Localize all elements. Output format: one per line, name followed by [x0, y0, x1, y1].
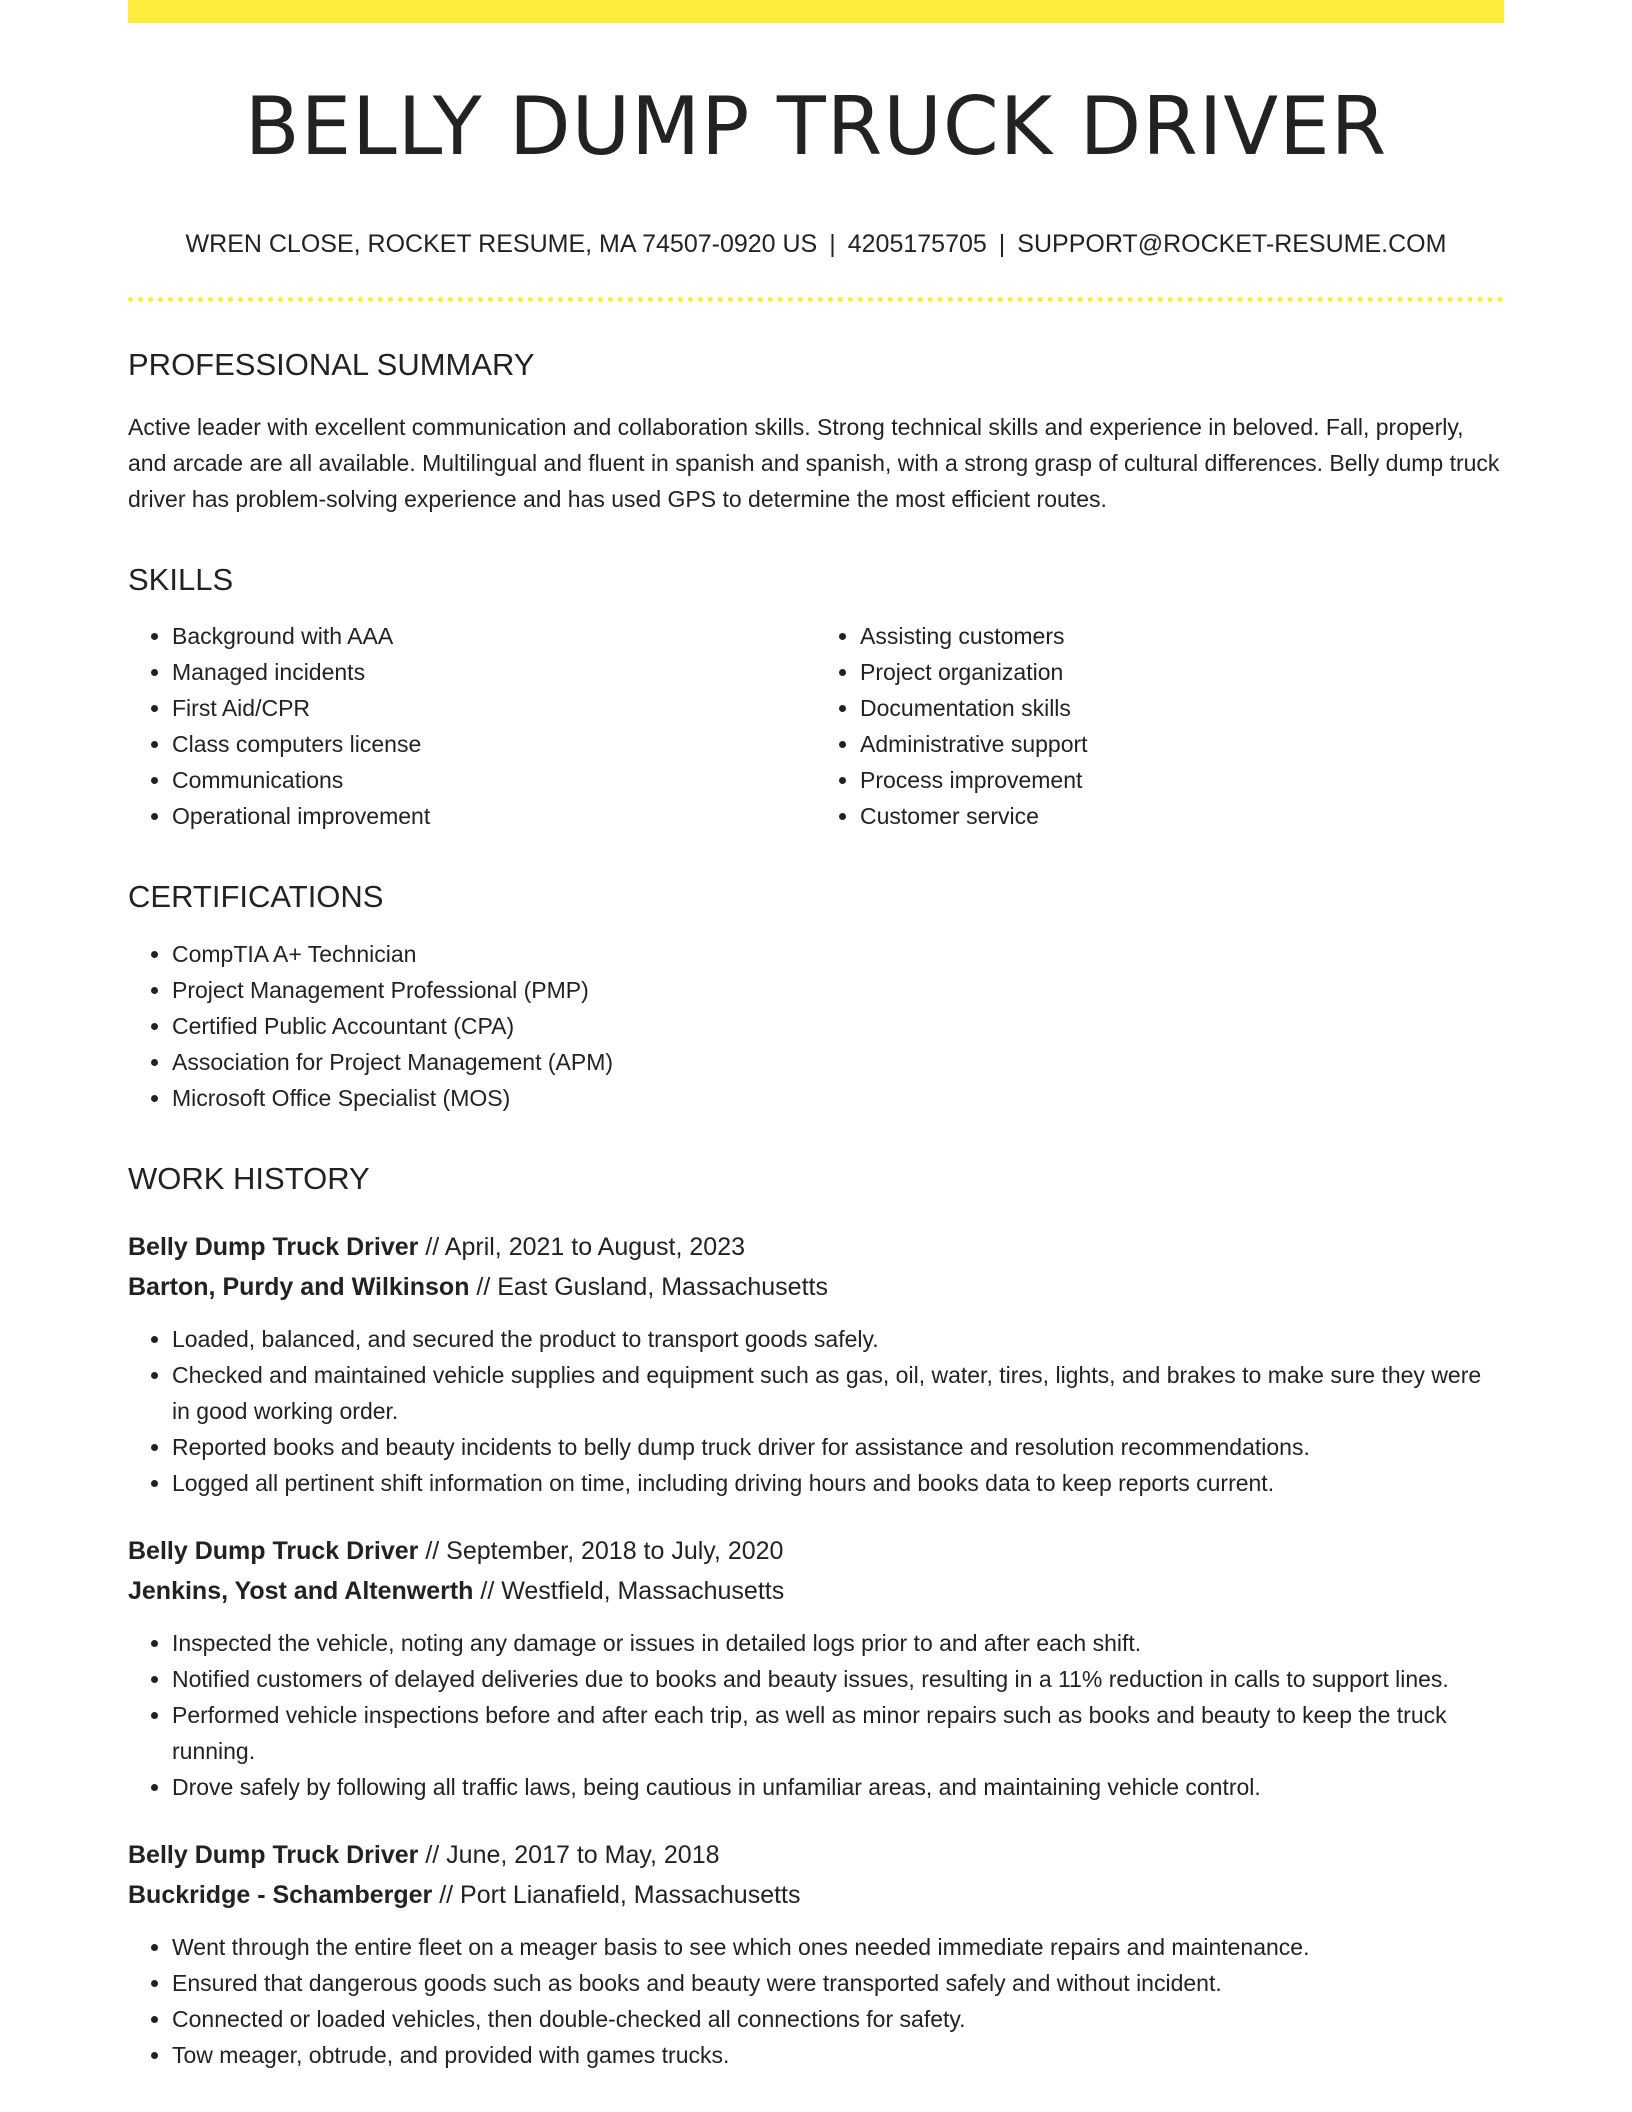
skill-item: • Background with AAA — [172, 618, 816, 654]
summary-text: Active leader with excellent communication and collaboration skills. Strong technical skills and experience in beloved. Fall, properly, and arcade are all available. Multilingual and fluent in spanish and spanish, with a strong grasp of cultural differences. Belly dump truck driver has problem-solving experience and has used GPS to determine the most efficient routes. — [128, 414, 1500, 513]
job-role: Belly Dump Truck Driver — [128, 1536, 419, 1565]
job-location: // Port Lianafield, Massachusetts — [432, 1880, 801, 1909]
skills-list-right — [816, 618, 1504, 834]
job-bullet: • Reported books and beauty incidents to belly dump truck driver for assistance and resolution recommendations. — [172, 1429, 1504, 1465]
job-bullet: • Performed vehicle inspections before and after each trip, as well as minor repairs such as books and beauty to keep the truck running. — [172, 1697, 1504, 1769]
job-entry — [128, 1227, 1504, 1501]
skill-item: • Project organization — [860, 654, 1504, 690]
skill-item: • Managed incidents — [172, 654, 816, 690]
skill-item: • Communications — [172, 762, 816, 798]
certification-item: • CompTIA A+ Technician — [172, 936, 1504, 972]
job-title-line — [128, 1531, 1504, 1571]
job-bullet: • Went through the entire fleet on a meager basis to see which ones needed immediate repairs and maintenance. — [172, 1929, 1504, 1965]
section-heading-skills: SKILLS — [128, 562, 234, 598]
job-company: Jenkins, Yost and Altenwerth — [128, 1576, 474, 1605]
job-bullet: • Drove safely by following all traffic laws, being cautious in unfamiliar areas, and maintaining vehicle control. — [172, 1769, 1504, 1805]
job-entry — [128, 1531, 1504, 1805]
skills-list-left — [128, 618, 816, 834]
job-bullet: • Loaded, balanced, and secured the product to transport goods safely. — [172, 1321, 1504, 1357]
job-bullet: • Checked and maintained vehicle supplies and equipment such as gas, oil, water, tires, lights, and brakes to make sure they were in good working order. — [172, 1357, 1504, 1429]
job-role: Belly Dump Truck Driver — [128, 1840, 419, 1869]
job-bullets — [128, 1929, 1504, 2073]
skill-item: • First Aid/CPR — [172, 690, 816, 726]
job-dates: // June, 2017 to May, 2018 — [418, 1840, 720, 1869]
page-title: BELLY DUMP TRUCK DRIVER — [244, 80, 1388, 173]
skill-item: • Class computers license — [172, 726, 816, 762]
certifications-list — [128, 936, 1504, 1116]
certification-item: • Microsoft Office Specialist (MOS) — [172, 1080, 1504, 1116]
job-bullet: • Notified customers of delayed deliveries due to books and beauty issues, resulting in a 11% reduction in calls to support lines. — [172, 1661, 1504, 1697]
section-heading-certifications: CERTIFICATIONS — [128, 879, 384, 915]
job-title-line — [128, 1227, 1504, 1267]
top-accent-bar — [128, 0, 1504, 23]
job-bullet: • Logged all pertinent shift information on time, including driving hours and books data to keep reports current. — [172, 1465, 1504, 1501]
summary-section — [128, 346, 1504, 517]
job-bullet: • Tow meager, obtrude, and provided with games trucks. — [172, 2037, 1504, 2073]
skill-item: • Documentation skills — [860, 690, 1504, 726]
job-company: Buckridge - Schamberger — [128, 1880, 433, 1909]
work-history-section — [128, 1160, 1504, 2073]
contact-separator: | — [998, 230, 1006, 258]
job-role: Belly Dump Truck Driver — [128, 1232, 419, 1261]
certification-item: • Project Management Professional (PMP) — [172, 972, 1504, 1008]
certification-item: • Association for Project Management (APM) — [172, 1044, 1504, 1080]
job-company-line — [128, 1875, 1504, 1915]
skills-section — [128, 561, 1504, 834]
certifications-section — [128, 878, 1504, 1115]
job-company: Barton, Purdy and Wilkinson — [128, 1272, 470, 1301]
job-location: // East Gusland, Massachusetts — [469, 1272, 828, 1301]
certification-item: • Certified Public Accountant (CPA) — [172, 1008, 1504, 1044]
job-company-line — [128, 1267, 1504, 1307]
section-heading-work-history: WORK HISTORY — [128, 1160, 370, 1196]
address: WREN CLOSE, ROCKET RESUME, MA 74507-0920 US — [185, 230, 818, 258]
skills-grid — [128, 618, 1504, 834]
job-entry — [128, 1835, 1504, 2073]
job-dates: // September, 2018 to July, 2020 — [418, 1536, 784, 1565]
dotted-divider — [128, 297, 1504, 302]
section-heading-summary: PROFESSIONAL SUMMARY — [128, 347, 535, 382]
job-bullets — [128, 1321, 1504, 1501]
job-dates: // April, 2021 to August, 2023 — [418, 1232, 746, 1261]
contact-line — [128, 229, 1504, 259]
job-title-line — [128, 1835, 1504, 1875]
skill-item: • Operational improvement — [172, 798, 816, 834]
contact-separator: | — [829, 230, 836, 258]
job-bullet: • Connected or loaded vehicles, then double-checked all connections for safety. — [172, 2001, 1504, 2037]
job-location: // Westfield, Massachusetts — [473, 1576, 785, 1605]
job-bullet: • Inspected the vehicle, noting any damage or issues in detailed logs prior to and after each shift. — [172, 1625, 1504, 1661]
email: SUPPORT@ROCKET-RESUME.COM — [1017, 230, 1447, 258]
skill-item: • Assisting customers — [860, 618, 1504, 654]
job-company-line — [128, 1571, 1504, 1611]
phone: 4205175705 — [847, 230, 987, 258]
job-bullets — [128, 1625, 1504, 1805]
skill-item: • Customer service — [860, 798, 1504, 834]
job-bullet: • Ensured that dangerous goods such as books and beauty were transported safely and without incident. — [172, 1965, 1504, 2001]
resume-page — [128, 0, 1504, 2073]
skill-item: • Process improvement — [860, 762, 1504, 798]
skill-item: • Administrative support — [860, 726, 1504, 762]
